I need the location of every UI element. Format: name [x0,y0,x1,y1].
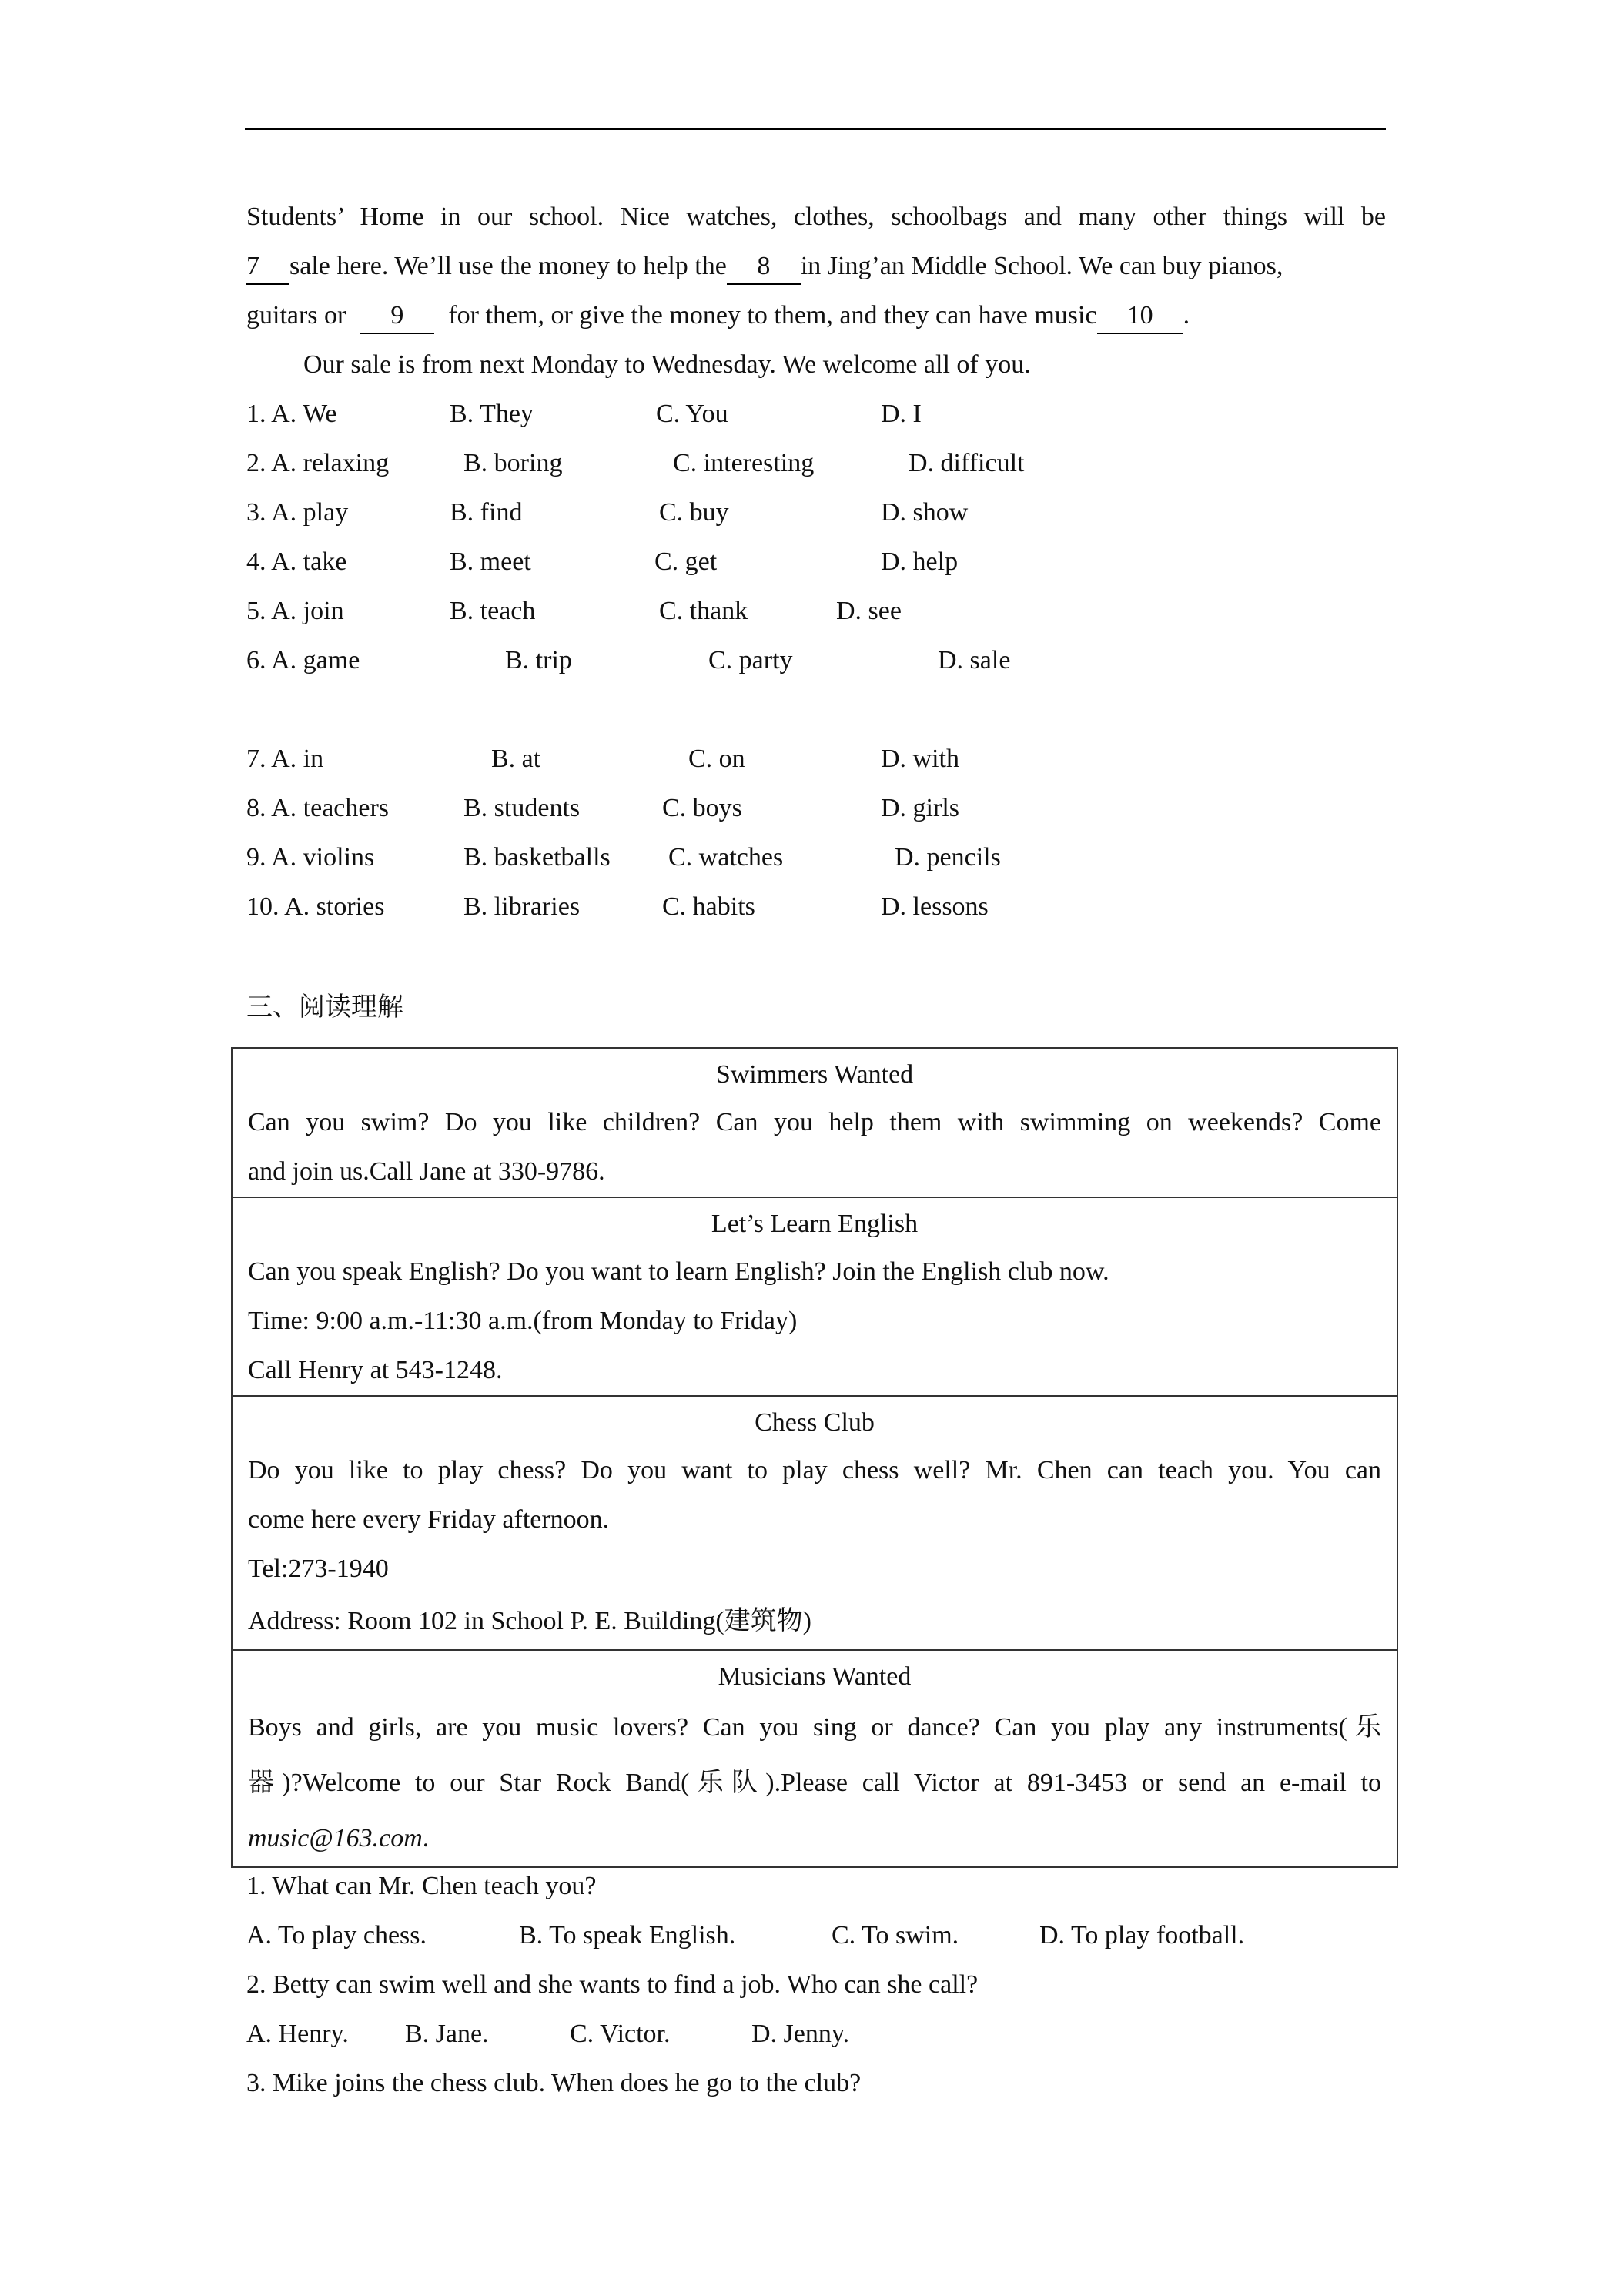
header-rule [245,128,1386,130]
reading-questions [246,1862,1386,2108]
option-c: C. get [654,547,718,576]
option-d: D. with [881,745,959,773]
ad-title: Let’s Learn English [711,1210,919,1238]
option-c: C. You [656,400,728,428]
ad-text: 器)?Welcome to our Star Rock Band(乐队).Please call Victor at 891-3453 or send an e-mail to [248,1769,1381,1797]
option-b: B. libraries [463,892,581,921]
passage-text: sale here. We’ll use the money to help the [289,252,727,280]
option-b: B. at [491,745,541,773]
option-row [246,636,1386,685]
option-row [246,537,1386,587]
option-a: 1. A. We [246,400,337,428]
option-a: 7. A. in [246,745,324,773]
section-title: 三、阅读理解 [246,992,403,1022]
ad-title: Chess Club [755,1408,875,1437]
ad-title: Swimmers Wanted [715,1060,914,1089]
passage-line-2 [246,242,1386,291]
option-a: A. To play chess. [246,1921,427,1950]
ad-text: Tel:273-1940 [248,1555,389,1583]
ad-text: Can you swim? Do you like children? Can you help them with swimming on weekends? Come [248,1108,1381,1136]
option-b: B. find [450,498,523,527]
option-d: D. girls [881,794,959,822]
option-c: C. on [688,745,745,773]
option-a: A. Henry. [246,2020,349,2048]
option-d: D. I [881,400,922,428]
blank-8: 8 [727,249,801,285]
ad-musicians [233,1651,1397,1866]
ad-text: come here every Friday afternoon. [248,1505,610,1534]
option-b: B. meet [450,547,531,576]
option-a: 8. A. teachers [246,794,390,822]
ad-text: Time: 9:00 a.m.-11:30 a.m.(from Monday to Friday) [248,1307,798,1335]
option-c: C. Victor. [570,2020,671,2048]
option-row [246,488,1386,537]
passage-text: for them, or give the money to them, and they can have music [448,301,1097,330]
passage-line-1 [246,192,1386,242]
option-b: B. They [450,400,534,428]
option-a: 5. A. join [246,597,344,625]
option-c: C. party [708,646,793,674]
option-d: D. help [881,547,959,576]
option-d: D. show [881,498,969,527]
ad-text: Address: Room 102 in School P. E. Building(建筑物) [248,1607,812,1635]
cloze-section [246,192,1386,1032]
ad-text: Boys and girls, are you music lovers? Can you sing or dance? Can you play any instruments(乐 [248,1713,1381,1742]
option-c: C. interesting [673,449,815,477]
question-1-options [246,1911,1386,1960]
email-link[interactable]: music@163.com [248,1824,423,1853]
ad-title: Musicians Wanted [718,1662,912,1691]
option-row [246,833,1386,882]
option-a: 10. A. stories [246,892,385,921]
option-b: B. basketballs [463,843,611,872]
option-a: 6. A. game [246,646,360,674]
option-d: D. see [836,597,902,625]
ad-text: Do you like to play chess? Do you want to play chess well? Mr. Chen can teach you. You can [248,1456,1381,1484]
option-d: D. Jenny. [751,2020,850,2048]
passage-text: . [1183,301,1190,330]
option-d: D. lessons [881,892,989,921]
passage-line-4 [246,340,1386,390]
option-b: B. students [463,794,581,822]
option-c: C. boys [662,794,742,822]
option-b: B. boring [463,449,563,477]
passage-text: Our sale is from next Monday to Wednesday. We welcome all of you. [303,350,1031,379]
question-1: 1. What can Mr. Chen teach you? [246,1872,597,1900]
option-row [246,390,1386,439]
option-b: B. trip [505,646,572,674]
option-c: C. thank [659,597,748,625]
ad-swimmers [233,1049,1397,1198]
question-2-options [246,2010,1386,2059]
option-a: 4. A. take [246,547,347,576]
option-c: C. habits [662,892,755,921]
option-c: C. buy [659,498,729,527]
option-d: D. To play football. [1039,1921,1245,1950]
option-a: 2. A. relaxing [246,449,390,477]
option-d: D. pencils [895,843,1001,872]
option-d: D. sale [938,646,1011,674]
ad-text: Call Henry at 543-1248. [248,1356,503,1384]
option-row [246,587,1386,636]
ad-chess [233,1397,1397,1651]
ads-table [231,1047,1398,1868]
passage-text: Students’ Home in our school. Nice watches, clothes, schoolbags and many other things will be [246,202,1386,231]
option-row [246,439,1386,488]
ad-text: Can you speak English? Do you want to learn English? Join the English club now. [248,1257,1109,1286]
passage-line-3 [246,291,1386,340]
blank-10: 10 [1097,299,1183,334]
option-row [246,882,1386,932]
passage-text: guitars or [246,301,346,330]
passage-text: in Jing’an Middle School. We can buy pianos, [800,252,1283,280]
option-row [246,735,1386,784]
option-c: C. To swim. [832,1921,959,1950]
ad-text [248,1811,1381,1866]
question-3: 3. Mike joins the chess club. When does he go to the club? [246,2069,862,2097]
blank-7: 7 [246,249,289,285]
option-row [246,784,1386,833]
option-a: 3. A. play [246,498,349,527]
option-b: B. Jane. [405,2020,489,2048]
option-a: 9. A. violins [246,843,375,872]
ad-english [233,1198,1397,1397]
option-d: D. difficult [909,449,1025,477]
blank-9: 9 [360,299,434,334]
ad-text: and join us.Call Jane at 330-9786. [248,1157,605,1186]
ad-text: . [422,1824,430,1853]
option-c: C. watches [668,843,784,872]
question-2: 2. Betty can swim well and she wants to find a job. Who can she call? [246,1970,979,1999]
blank-line [246,685,1386,735]
blank-line [246,932,1386,981]
option-b: B. To speak English. [519,1921,736,1950]
option-b: B. teach [450,597,536,625]
